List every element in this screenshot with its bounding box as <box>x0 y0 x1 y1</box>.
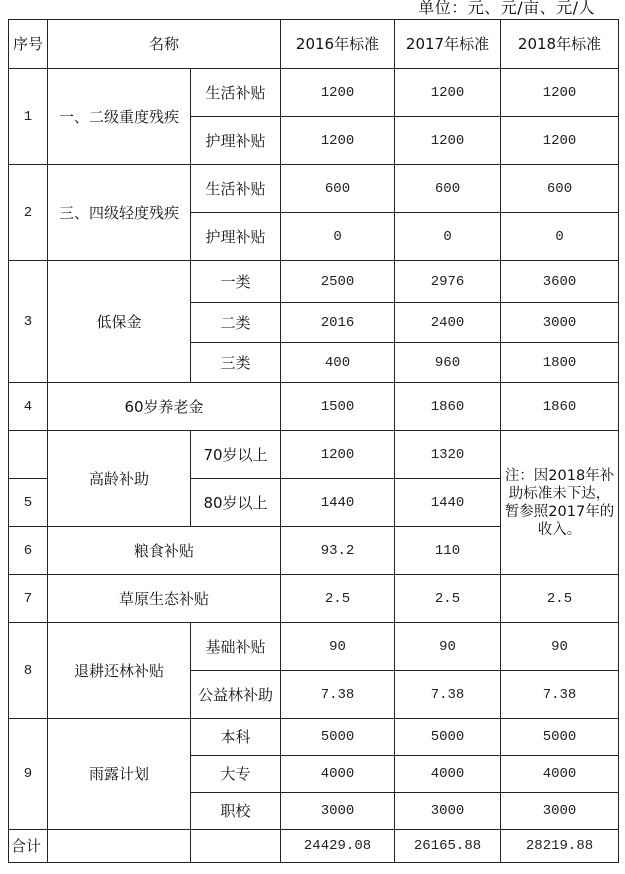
table-row <box>9 383 619 431</box>
cell-2016: 400 <box>281 343 395 383</box>
header-2018: 2018年标准 <box>501 20 619 69</box>
cell-2016: 1500 <box>281 383 395 431</box>
cell-2018: 3600 <box>501 261 619 303</box>
row-seq: 4 <box>9 383 48 431</box>
cell-2018: 1200 <box>501 69 619 117</box>
cell-2016: 1200 <box>281 431 395 479</box>
total-label: 合计 <box>9 830 48 863</box>
header-2017: 2017年标准 <box>395 20 501 69</box>
cell-2018: 0 <box>501 213 619 261</box>
table-row <box>9 623 619 671</box>
header-name: 名称 <box>48 20 281 69</box>
unit-label: 单位：元、元/亩、元/人 <box>418 0 595 17</box>
cell-2018: 1200 <box>501 117 619 165</box>
row-seq: 2 <box>9 165 48 261</box>
row-name: 草原生态补贴 <box>48 575 281 623</box>
row-sub-label: 生活补贴 <box>191 69 281 117</box>
cell-2016: 5000 <box>281 719 395 756</box>
row-sub-label: 职校 <box>191 793 281 830</box>
table-row <box>9 719 619 756</box>
row-sub-label: 生活补贴 <box>191 165 281 213</box>
cell-2018: 4000 <box>501 756 619 793</box>
note-2018: 注：因2018年补助标准未下达，暂参照2017年的收入。 <box>501 431 619 575</box>
row-seq: 8 <box>9 623 48 719</box>
row-name: 三、四级轻度残疾 <box>48 165 191 261</box>
cell-2017: 1860 <box>395 383 501 431</box>
row-name: 粮食补贴 <box>48 527 281 575</box>
table-row <box>9 575 619 623</box>
cell-2017: 3000 <box>395 793 501 830</box>
table-row <box>9 69 619 117</box>
row-seq: 5 <box>9 479 48 527</box>
cell-2018: 5000 <box>501 719 619 756</box>
table-row <box>9 431 619 479</box>
cell-2016: 2500 <box>281 261 395 303</box>
cell-2016: 3000 <box>281 793 395 830</box>
cell-2018: 3000 <box>501 793 619 830</box>
total-2018: 28219.88 <box>501 830 619 863</box>
row-name: 低保金 <box>48 261 191 383</box>
row-seq: 9 <box>9 719 48 830</box>
row-name: 退耕还林补贴 <box>48 623 191 719</box>
row-sub-label: 护理补贴 <box>191 117 281 165</box>
row-sub-label: 80岁以上 <box>191 479 281 527</box>
header-seq: 序号 <box>9 20 48 69</box>
cell-2018: 1860 <box>501 383 619 431</box>
cell-2017: 5000 <box>395 719 501 756</box>
cell-2016: 0 <box>281 213 395 261</box>
total-2017: 26165.88 <box>395 830 501 863</box>
cell-2018: 7.38 <box>501 671 619 719</box>
cell-2017: 2400 <box>395 303 501 343</box>
cell-2016: 1200 <box>281 69 395 117</box>
row-seq: 6 <box>9 527 48 575</box>
cell-2017: 0 <box>395 213 501 261</box>
row-name: 雨露计划 <box>48 719 191 830</box>
row-sub-label: 三类 <box>191 343 281 383</box>
cell-2016: 1440 <box>281 479 395 527</box>
total-name-empty <box>48 830 191 863</box>
cell-2016: 1200 <box>281 117 395 165</box>
row-seq: 1 <box>9 69 48 165</box>
cell-2018: 1800 <box>501 343 619 383</box>
cell-2016: 600 <box>281 165 395 213</box>
row-sub-label: 基础补贴 <box>191 623 281 671</box>
row-name: 高龄补助 <box>48 431 191 527</box>
total-2016: 24429.08 <box>281 830 395 863</box>
table-row <box>9 261 619 303</box>
cell-2017: 1200 <box>395 117 501 165</box>
total-row <box>9 830 619 863</box>
row-seq-empty <box>9 431 48 479</box>
cell-2016: 2016 <box>281 303 395 343</box>
cell-2018: 90 <box>501 623 619 671</box>
cell-2017: 960 <box>395 343 501 383</box>
total-sub-empty <box>191 830 281 863</box>
cell-2017: 600 <box>395 165 501 213</box>
row-sub-label: 一类 <box>191 261 281 303</box>
cell-2017: 90 <box>395 623 501 671</box>
row-sub-label: 公益林补助 <box>191 671 281 719</box>
cell-2018: 600 <box>501 165 619 213</box>
cell-2017: 2976 <box>395 261 501 303</box>
row-sub-label: 护理补贴 <box>191 213 281 261</box>
cell-2016: 2.5 <box>281 575 395 623</box>
cell-2017: 4000 <box>395 756 501 793</box>
cell-2016: 90 <box>281 623 395 671</box>
cell-2017: 1320 <box>395 431 501 479</box>
cell-2016: 93.2 <box>281 527 395 575</box>
table-row <box>9 165 619 213</box>
header-2016: 2016年标准 <box>281 20 395 69</box>
row-name: 一、二级重度残疾 <box>48 69 191 165</box>
row-seq: 3 <box>9 261 48 383</box>
cell-2017: 110 <box>395 527 501 575</box>
cell-2017: 1200 <box>395 69 501 117</box>
row-sub-label: 二类 <box>191 303 281 343</box>
cell-2017: 2.5 <box>395 575 501 623</box>
cell-2016: 4000 <box>281 756 395 793</box>
subsidy-table <box>8 19 619 863</box>
header-row <box>9 20 619 69</box>
row-sub-label: 本科 <box>191 719 281 756</box>
row-name: 60岁养老金 <box>48 383 281 431</box>
cell-2016: 7.38 <box>281 671 395 719</box>
cell-2017: 7.38 <box>395 671 501 719</box>
cell-2017: 1440 <box>395 479 501 527</box>
row-sub-label: 70岁以上 <box>191 431 281 479</box>
row-seq: 7 <box>9 575 48 623</box>
row-sub-label: 大专 <box>191 756 281 793</box>
cell-2018: 2.5 <box>501 575 619 623</box>
cell-2018: 3000 <box>501 303 619 343</box>
